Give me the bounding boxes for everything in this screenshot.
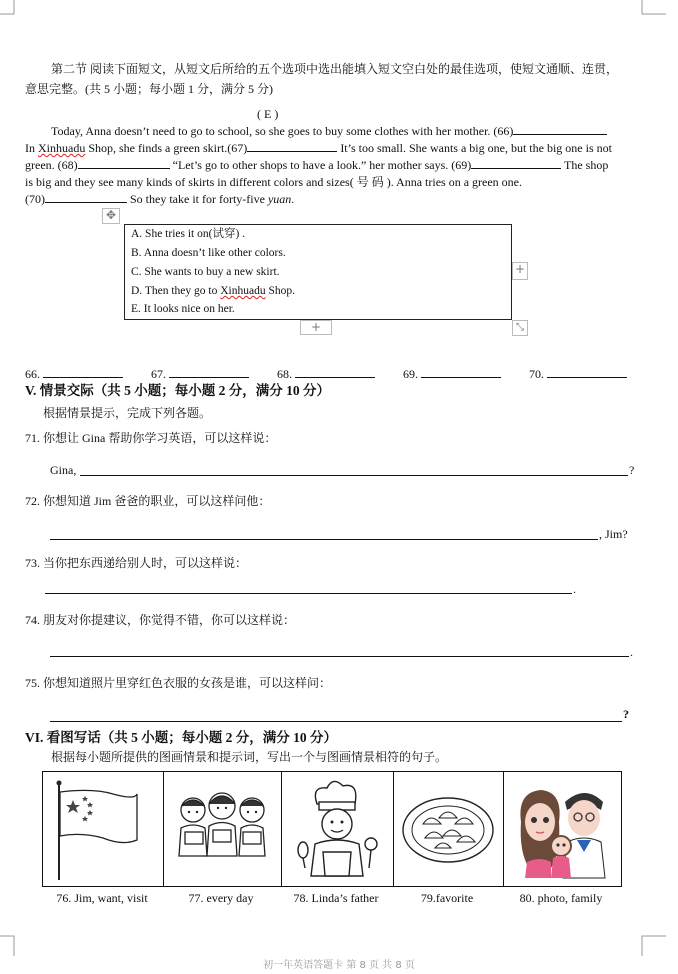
add-column-handle-icon[interactable]: +: [512, 262, 528, 280]
question-71: 71. 你想让 Gina 帮助你学习英语，可以这样说：: [25, 431, 277, 445]
passage-line-1: Today, Anna doesn’t need to go to school, so she goes to buy some clothes with her mother. (66): [51, 124, 514, 138]
answer-line-68: 68.: [277, 366, 375, 381]
answer-line-69: 69.: [403, 366, 501, 381]
answer-field-66[interactable]: [43, 366, 123, 378]
section2-instruction-line2: 意思完整。(共 5 小题；每小题 1 分，满分 5 分): [25, 82, 273, 96]
family-photo-icon: [503, 772, 621, 886]
section6-heading: VI. 看图写话（共 5 小题；每小题 2 分，满分 10 分）: [25, 730, 338, 745]
question-72-suffix: , Jim?: [599, 527, 628, 541]
picture-cell-80: [503, 772, 621, 886]
move-handle-icon[interactable]: ✥: [102, 208, 120, 224]
question-71-prefix: Gina,: [50, 463, 77, 477]
answer-line-67: 67.: [151, 366, 249, 381]
section5-instruction: 根据情景提示，完成下列各题。: [43, 406, 212, 420]
answer-blank-70[interactable]: [45, 191, 127, 203]
question-74: 74. 朋友对你提建议，你觉得不错，你可以这样说：: [25, 613, 296, 627]
picture-cell-78: [281, 772, 394, 886]
question-72: 72. 你想知道 Jim 爸爸的职业，可以这样问他：: [25, 494, 271, 508]
picture-cell-77: [163, 772, 282, 886]
caption-80: 80. photo, family: [519, 891, 603, 905]
passage-label: ( E ): [257, 107, 279, 121]
question-74-suffix: .: [630, 645, 633, 659]
caption-79: 79.favorite: [420, 891, 474, 905]
question-75: 75. 你想知道照片里穿红色衣服的女孩是谁，可以这样问：: [25, 676, 332, 690]
option-a: A. She tries it on(试穿) .: [131, 228, 246, 240]
resize-handle-icon[interactable]: ⤡: [512, 320, 528, 336]
option-c: C. She wants to buy a new skirt.: [131, 266, 280, 278]
crop-mark-top-right: [636, 0, 666, 30]
answer-field-70[interactable]: [547, 366, 627, 378]
add-row-handle-icon[interactable]: +: [300, 320, 332, 335]
answer-blank-68[interactable]: [78, 157, 170, 169]
section5-heading: V. 情景交际（共 5 小题；每小题 2 分，满分 10 分）: [25, 383, 331, 398]
page-footer: 初一年英语答题卡 第 8 页 共 8 页: [263, 960, 415, 971]
answer-blank-66[interactable]: [513, 123, 607, 135]
passage-line-4: is big and they see many kinds of skirts in different colors and sizes( 号 码 ). Anna tries on a green one.: [25, 175, 522, 189]
answer-line-66: 66.: [25, 366, 123, 381]
caption-76: 76. Jim, want, visit: [56, 891, 148, 905]
answer-blank-69[interactable]: [471, 157, 561, 169]
answer-field-67[interactable]: [169, 366, 249, 378]
yuan-word: yuan: [267, 192, 292, 206]
question-73-suffix: .: [573, 582, 576, 596]
answer-line-72[interactable]: [50, 539, 598, 540]
section6-instruction: 根据每小题所提供的图画情景和提示词，写出一个与图画情景相符的句子。: [51, 750, 448, 764]
chef-icon: [281, 772, 393, 886]
answer-field-68[interactable]: [295, 366, 375, 378]
shop-name: Xinhuadu: [38, 141, 86, 155]
section2-instruction-line1: 第二节 阅读下面短文，从短文后所给的五个选项中选出能填入短文空白处的最佳选项，使短文通顺、连贯，: [51, 62, 619, 76]
picture-table: [42, 771, 622, 887]
caption-77: 77. every day: [188, 891, 254, 905]
answer-line-71[interactable]: [80, 475, 628, 476]
answer-field-69[interactable]: [421, 366, 501, 378]
caption-78: 78. Linda’s father: [293, 891, 379, 905]
reading-kids-icon: [163, 772, 281, 886]
answer-line-70: 70.: [529, 366, 627, 381]
question-73: 73. 当你把东西递给别人时，可以这样说：: [25, 556, 248, 570]
options-box: [124, 224, 512, 320]
picture-cell-79: [393, 772, 504, 886]
reading-passage: Today, Anna doesn’t need to go to school, so she goes to buy some clothes with her mother. (66) In Xinhuadu Shop, she finds a green skirt.(67) It’s too small. She wants a big one, but the big one is not green. (68) “Let’s go to other shops to have a look.” her mother says. (69) The shop is big and they see many kinds of skirts in different colors and sizes( 号 码 ). Anna tries on a green one. (70) So they take it for forty-five yuan.: [25, 123, 637, 208]
question-75-suffix: ?: [623, 707, 629, 721]
answer-line-74[interactable]: [50, 656, 629, 657]
crop-mark-top-left: [0, 0, 30, 30]
option-d: D. Then they go to Xinhuadu Shop.: [131, 285, 295, 297]
answer-blank-67[interactable]: [247, 140, 337, 152]
option-b: B. Anna doesn’t like other colors.: [131, 247, 286, 259]
dumplings-icon: [393, 772, 503, 886]
question-71-suffix: ?: [629, 463, 635, 477]
crop-mark-bottom-right: [636, 926, 666, 956]
crop-mark-bottom-left: [0, 926, 30, 956]
flag-icon: [43, 772, 163, 886]
option-e: E. It looks nice on her.: [131, 303, 235, 315]
picture-cell-76: [43, 772, 164, 886]
answer-line-75[interactable]: [50, 721, 622, 722]
answer-line-73[interactable]: [45, 593, 572, 594]
